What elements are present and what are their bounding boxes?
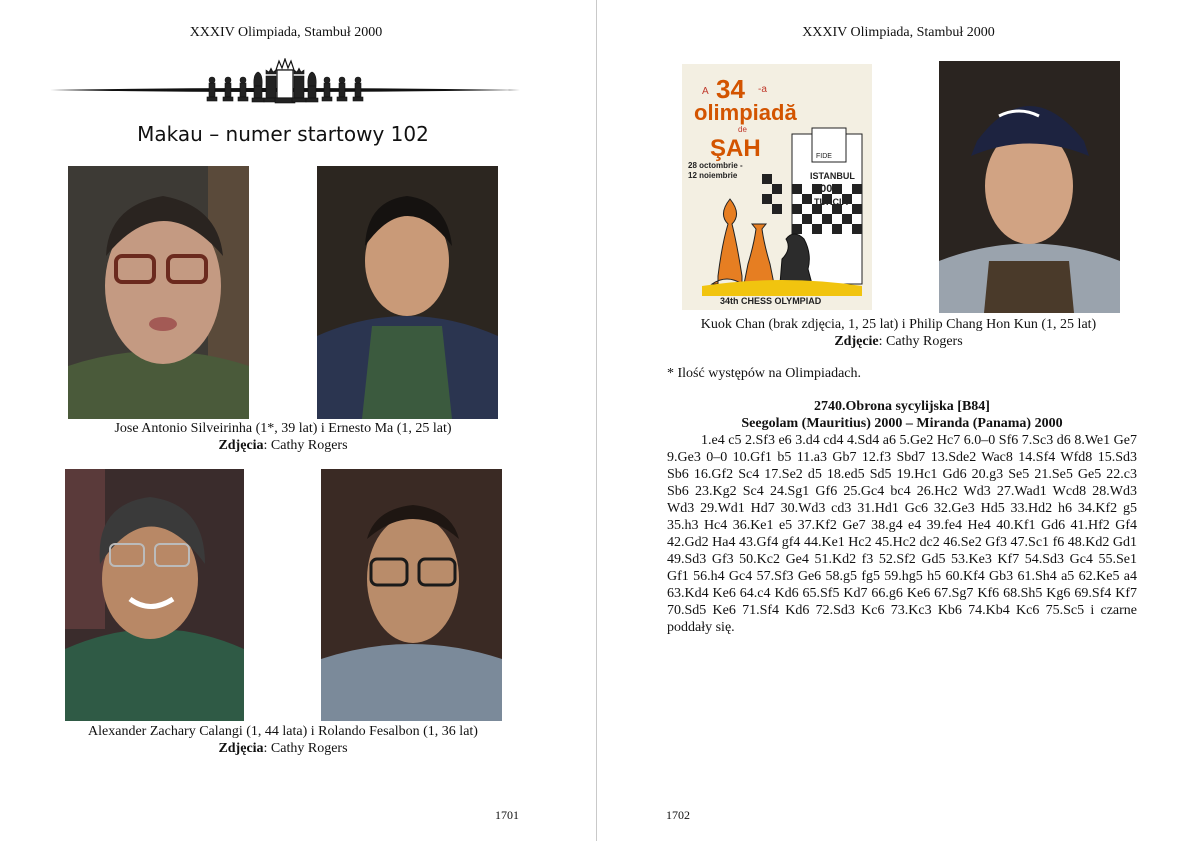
photo-credit	[0, 437, 566, 454]
poster-city: ISTANBUL	[810, 171, 855, 181]
credit-value: : Cathy Rogers	[263, 741, 348, 756]
credit-label: Zdjęcia	[218, 741, 264, 756]
credit-value: : Cathy Rogers	[263, 438, 348, 453]
player-photo-fesalbon	[321, 469, 502, 721]
photo-caption-2	[0, 723, 566, 757]
player-photo-calangi	[65, 469, 244, 721]
photo-caption-1	[0, 420, 566, 454]
poster-line-a: A	[702, 86, 709, 97]
poster-footer: 34th CHESS OLYMPIAD	[720, 296, 822, 306]
credit-value: : Cathy Rogers	[878, 334, 963, 349]
right-page	[597, 0, 1200, 841]
photo-credit	[0, 740, 566, 757]
photo-caption	[597, 316, 1200, 350]
poster-fide: FIDE	[816, 153, 832, 160]
poster-date-1: 28 octombrie -	[688, 161, 743, 170]
poster-line-a-suffix: -a	[758, 84, 767, 95]
poster-line-olimpiada: olimpiadă	[694, 100, 797, 125]
page-number: 1702	[666, 808, 690, 822]
left-page	[0, 0, 596, 841]
section-title: Makau – numer startowy 102	[137, 122, 429, 146]
player-photo-ernesto-ma	[317, 166, 498, 419]
poster-line-de: de	[738, 125, 747, 134]
caption-text: Alexander Zachary Calangi (1, 44 lata) i Rolando Fesalbon (1, 36 lat)	[88, 724, 478, 739]
olympiad-poster	[682, 64, 872, 310]
credit-label: Zdjęcia	[218, 438, 264, 453]
game-moves: 1.e4 c5 2.Sf3 e6 3.d4 cd4 4.Sd4 a6 5.Ge2 Hc7 6.0–0 Sf6 7.Sc3 d6 8.We1 Ge7 9.Ge3 0–0 10.Gf1 b5 11.a3 Gb7 12.f3 Sbd7 13.Sde2 Wac8 14.Sf4 Wfd8 15.Sd3 Sb6 16.Gf2 Sc4 17.Se2 d5 18.ed5 Sd5 19.Hc1 Gd6 20.g3 Se5 21.Se5 Ge5 22.c3 Sb6 23.Kg2 Sc4 24.Sg1 Gf6 25.Gc4 bc4 26.Hc2 Wd3 27.Wad1 Wcd8 28.Wd3 Wd3 29.Wd1 Hd7 30.Wd3 cd3 31.Hd1 Gc6 32.Ge3 Hd5 33.Hd2 h6 34.Kf2 g5 35.h3 Hc4 36.Ke1 e5 37.Kf2 Ge7 38.g4 e4 39.fe4 He4 40.Kf1 Gd6 41.Hf2 Gf4 42.Gd2 Ha4 43.Gf4 gf4 44.Ke1 Hc2 45.Hc2 dc2 46.Se2 Gf3 47.Sc1 f6 48.Kd2 Gd1 49.Sd3 Gf3 50.Kc2 Ge4 51.Kd2 f3 52.Sf2 Gd5 53.Ke3 Kf7 54.Sd3 Gc4 55.Se1 Gf1 56.h4 Gc4 57.Sf3 Ge6 58.g5 fg5 59.hg5 h5 60.Kf4 Gb3 61.Sh4 a5 62.Ke5 a4 63.Kd4 Ke6 64.c4 Kd6 65.Sf5 Kd7 66.g6 Ke6 67.Sg7 Kf6 68.Sh5 Kg6 69.Sf4 Kf7 70.Sd5 Ke6 71.Sf4 Kd6 72.Sd3 Kc6 73.Kc3 Kb6 74.Kb4 Kc6 75.Sc5 i czarne poddały się.	[667, 433, 1137, 635]
player-photo-silveirinha	[68, 166, 249, 419]
caption-text: Kuok Chan (brak zdjęcia, 1, 25 lat) i Philip Chang Hon Kun (1, 25 lat)	[700, 317, 1097, 332]
credit-label: Zdjęcie	[834, 334, 879, 349]
photo-credit	[597, 333, 1200, 350]
game-title: 2740.Obrona sycylijska [B84]	[814, 399, 990, 414]
footnote: * Ilość występów na Olimpiadach.	[667, 366, 862, 381]
poster-line-34: 34	[716, 74, 745, 104]
chess-game	[667, 398, 1137, 636]
running-head: XXXIV Olimpiada, Stambuł 2000	[802, 25, 995, 40]
poster-year: 2000	[814, 183, 839, 195]
chess-pieces-ornament	[50, 58, 520, 108]
running-head: XXXIV Olimpiada, Stambuł 2000	[189, 25, 383, 40]
poster-country: TURCIA	[814, 197, 848, 207]
caption-text: Jose Antonio Silveirinha (1*, 39 lat) i Ernesto Ma (1, 25 lat)	[114, 421, 452, 436]
page-number: 1701	[495, 808, 519, 822]
poster-line-sah: ŞAH	[710, 135, 761, 162]
game-players: Seegolam (Mauritius) 2000 – Miranda (Panama) 2000	[741, 416, 1063, 431]
player-photo-philip-chang	[939, 61, 1120, 313]
poster-date-2: 12 noiembrie	[688, 171, 738, 180]
